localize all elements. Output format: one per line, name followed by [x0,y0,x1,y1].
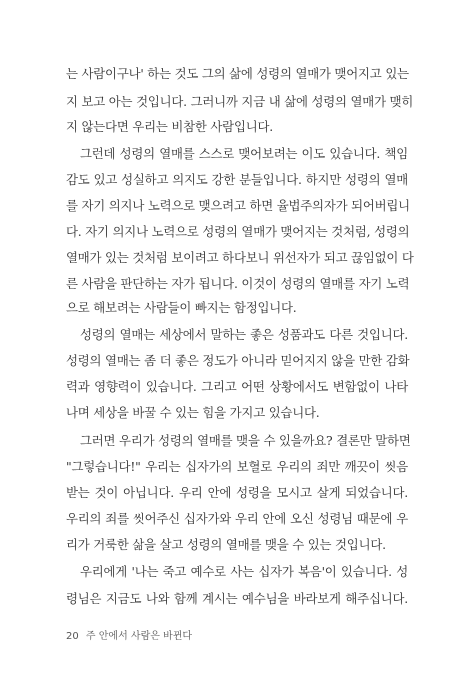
text-line: 감도 있고 성실하고 의지도 강한 분들입니다. 하지만 성령의 열매 [66,172,408,187]
page-footer [66,627,192,642]
text-line: 를 자기 의지나 노력으로 맺으려고 하면 율법주의자가 되어버립니 [66,198,410,213]
text-line: 지 않는다면 우리는 비참한 사람입니다. [66,119,274,134]
text-line: 성령의 열매는 세상에서 말하는 좋은 성품과도 다른 것입니다. [80,327,408,342]
text-line: 그런데 성령의 열매를 스스로 맺어보려는 이도 있습니다. 책임 [80,146,408,161]
text-line: "그렇습니다!" 우리는 십자가의 보혈로 우리의 죄만 깨끗이 씻음 [66,459,408,474]
text-line: 력과 영향력이 있습니다. 그리고 어떤 상황에서도 변함없이 나타 [66,379,408,394]
text-line: 리가 거룩한 삶을 살고 성령의 열매를 맺을 수 있는 것입니다. [66,537,386,552]
text-line: 른 사람을 판단하는 자가 됩니다. 이것이 성령의 열매를 자기 노력 [66,276,410,291]
page-number: 20 [66,631,79,642]
text-line: 받는 것이 아닙니다. 우리 안에 성령을 모시고 살게 되었습니다. [66,485,408,500]
text-line: 그러면 우리가 성령의 열매를 맺을 수 있을까요? 결론만 말하면 [80,433,411,448]
running-title: 주 안에서 사람은 바뀐다 [85,631,193,642]
text-line: 나며 세상을 바꿀 수 있는 힘을 가지고 있습니다. [66,405,320,420]
text-line: 령님은 지금도 나와 함께 계시는 예수님을 바라보게 해주십니다. [66,591,408,606]
text-line: 우리에게 '나는 죽고 예수로 사는 십자가 복음'이 있습니다. 성 [80,564,408,579]
text-line: 으로 해보려는 사람들이 빠지는 함정입니다. [66,300,297,315]
text-line: 지 보고 아는 것입니다. 그러니까 지금 내 삶에 성령의 열매가 맺히 [66,94,414,109]
text-line: 열매가 있는 것처럼 보이려고 하다보니 위선자가 되고 끊임없이 다 [66,250,414,265]
text-line: 우리의 죄를 씻어주신 십자가와 우리 안에 오신 성령님 때문에 우 [66,511,408,526]
text-line: 성령의 열매는 좀 더 좋은 정도가 아니라 믿어지지 않을 만한 감화 [66,353,410,368]
text-line: 다. 자기 의지나 노력으로 성령의 열매가 맺어지는 것처럼, 성령의 [66,224,410,239]
text-line: 는 사람이구나' 하는 것도 그의 삶에 성령의 열매가 맺어지고 있는 [66,66,409,81]
